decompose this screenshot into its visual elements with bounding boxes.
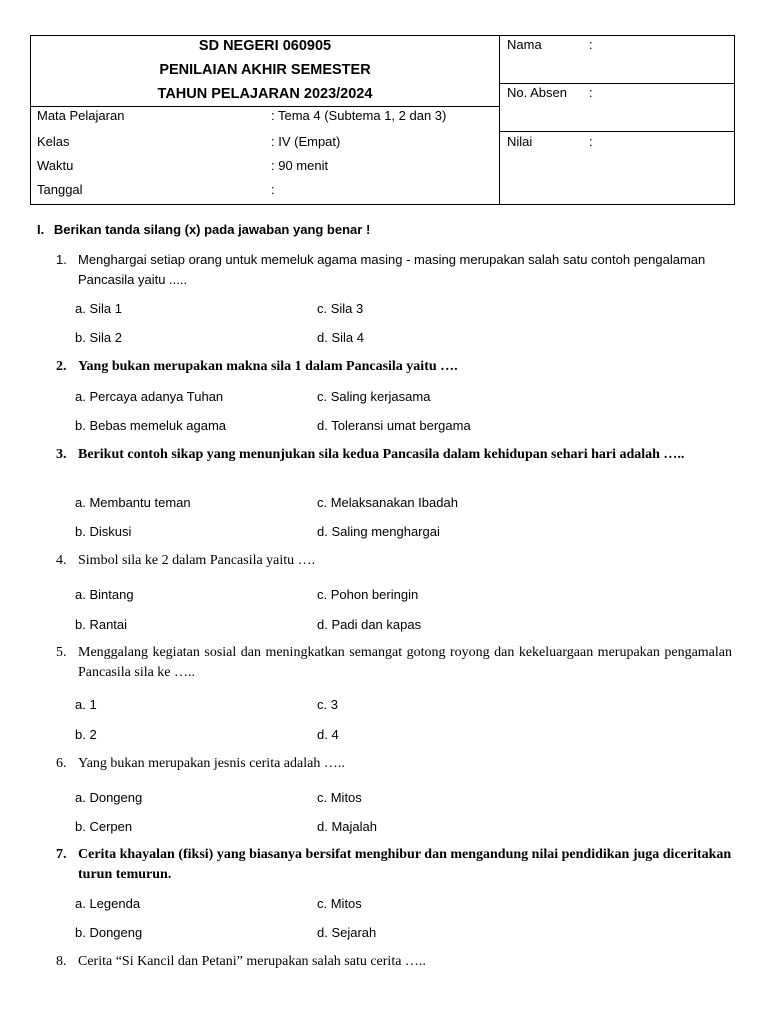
option-c[interactable]: c. Mitos (317, 896, 362, 911)
question-2 (56, 357, 732, 377)
option-b[interactable]: b. Cerpen (75, 819, 133, 834)
question-number: 7. (56, 847, 67, 862)
question-number: 5. (56, 645, 67, 660)
class-value: : IV (Empat) (271, 134, 341, 149)
school-name: SD NEGERI 060905 (198, 38, 332, 54)
academic-year: TAHUN PELAJARAN 2023/2024 (157, 86, 373, 102)
question-text: Menggalang kegiatan sosial dan meningkatkan semangat gotong royong dan kekeluargaan merupakan pengamalan Pancasila sila ke ….. (78, 645, 732, 680)
class-label: Kelas (37, 134, 70, 149)
option-c[interactable]: c. Mitos (317, 790, 362, 805)
time-label: Waktu (37, 158, 74, 173)
option-d[interactable]: d. Majalah (317, 819, 377, 834)
option-b[interactable]: b. Diskusi (75, 524, 132, 539)
section-heading (37, 222, 370, 237)
section-instruction: Berikan tanda silang (x) pada jawaban yang benar ! (53, 222, 371, 237)
option-d[interactable]: d. Sejarah (317, 925, 377, 940)
question-text: Simbol sila ke 2 dalam Pancasila yaitu …. (78, 553, 316, 568)
option-c[interactable]: c. Sila 3 (317, 301, 364, 316)
exam-title: PENILAIAN AKHIR SEMESTER (159, 62, 371, 78)
exam-header-table (30, 35, 735, 205)
question-6 (56, 754, 732, 774)
question-number: 4. (56, 553, 67, 568)
question-4 (56, 551, 732, 571)
section-number: I. (37, 222, 45, 237)
name-colon: : (589, 37, 593, 52)
question-number: 8. (56, 954, 67, 969)
subject-value: : Tema 4 (Subtema 1, 2 dan 3) (271, 108, 447, 123)
question-5 (56, 643, 732, 683)
question-text: Yang bukan merupakan makna sila 1 dalam Pancasila yaitu …. (78, 359, 458, 374)
question-1 (56, 250, 732, 290)
option-b[interactable]: b. Bebas memeluk agama (75, 418, 227, 433)
question-text: Yang bukan merupakan jesnis cerita adalah ….. (78, 756, 345, 771)
table-divider (31, 106, 499, 107)
question-text: Berikut contoh sikap yang menunjukan sila kedua Pancasila dalam kehidupan sehari hari adalah ….. (78, 447, 685, 462)
option-a[interactable]: a. 1 (75, 697, 97, 712)
time-value: : 90 menit (271, 158, 329, 173)
question-text: Menghargai setiap orang untuk memeluk agama masing - masing merupakan salah satu contoh pengalaman Pancasila yaitu ..... (78, 252, 706, 287)
option-b[interactable]: b. Sila 2 (75, 330, 122, 345)
question-number: 1. (56, 252, 67, 267)
score-colon: : (589, 134, 593, 149)
table-divider (499, 131, 734, 132)
option-b[interactable]: b. Dongeng (75, 925, 143, 940)
option-c[interactable]: c. Saling kerjasama (317, 389, 431, 404)
subject-label: Mata Pelajaran (37, 108, 125, 123)
question-7 (56, 845, 732, 885)
option-d[interactable]: d. Padi dan kapas (317, 617, 422, 632)
question-text: Cerita “Si Kancil dan Petani” merupakan salah satu cerita ….. (78, 954, 426, 969)
option-a[interactable]: a. Dongeng (75, 790, 143, 805)
date-label: Tanggal (37, 182, 83, 197)
option-a[interactable]: a. Percaya adanya Tuhan (75, 389, 224, 404)
question-text: Cerita khayalan (fiksi) yang biasanya bersifat menghibur dan mengandung nilai pendidikan juga diceritakan turun temurun. (78, 847, 732, 882)
question-3 (56, 445, 732, 485)
absence-number-colon: : (589, 85, 593, 100)
table-divider (499, 83, 734, 84)
score-label: Nilai (507, 134, 533, 149)
option-d[interactable]: d. Saling menghargai (317, 524, 440, 539)
table-divider (499, 36, 500, 204)
absence-number-label: No. Absen (507, 85, 567, 100)
question-number: 6. (56, 756, 67, 771)
option-c[interactable]: c. 3 (317, 697, 338, 712)
option-a[interactable]: a. Bintang (75, 587, 134, 602)
option-a[interactable]: a. Legenda (75, 896, 141, 911)
date-value: : (271, 182, 275, 197)
option-d[interactable]: d. Toleransi umat bergama (317, 418, 471, 433)
option-c[interactable]: c. Melaksanakan Ibadah (317, 495, 458, 510)
name-label: Nama (507, 37, 542, 52)
option-c[interactable]: c. Pohon beringin (317, 587, 419, 602)
question-8 (56, 952, 732, 972)
option-d[interactable]: d. Sila 4 (317, 330, 364, 345)
option-a[interactable]: a. Membantu teman (75, 495, 191, 510)
question-number: 3. (56, 447, 67, 462)
question-number: 2. (56, 359, 67, 374)
option-a[interactable]: a. Sila 1 (75, 301, 122, 316)
option-d[interactable]: d. 4 (317, 727, 339, 742)
option-b[interactable]: b. Rantai (75, 617, 128, 632)
option-b[interactable]: b. 2 (75, 727, 97, 742)
